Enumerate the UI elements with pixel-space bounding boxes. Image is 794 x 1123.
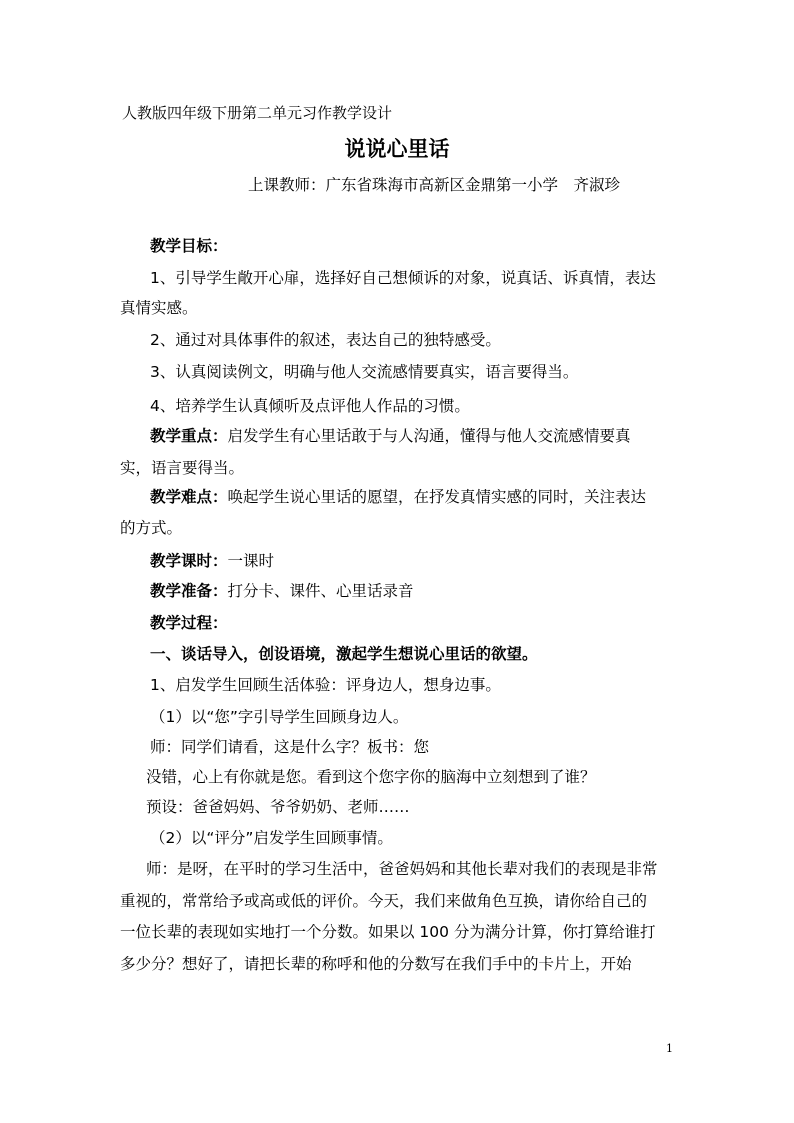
section-heading-1: 一、谈话导入，创设语境，激起学生想说心里话的欲望。 [150,645,538,663]
document-title: 说说心里话 [344,137,450,161]
goal-line: 真情实感。 [120,299,198,317]
body-line: （1）以“您”字引导学生回顾身边人。 [150,708,409,726]
key-points-continued: 实，语言要得当。 [120,459,245,477]
body-line: 师：是呀，在平时的学习生活中，爸爸妈妈和其他长辈对我们的表现是非常 [146,860,658,878]
difficulty-points [150,487,646,507]
body-line: 一位长辈的表现如实地打一个分数。如果以 100 分为满分计算，你打算给谁打 [120,923,656,941]
body-line: 预设：爸爸妈妈、爷爷奶奶、老师…… [146,798,410,816]
goal-line: 4、培养学生认真倾听及点评他人作品的习惯。 [150,397,470,415]
preparation-text: 打分卡、课件、心里话录音 [227,582,414,600]
difficulty-label: 教学难点： [150,488,228,506]
class-hours-label: 教学课时： [150,552,228,570]
goal-line: 1、引导学生敞开心扉，选择好自己想倾诉的对象，说真话、诉真情，表达 [150,269,656,287]
body-line: 没错，心上有你就是您。看到这个您字你的脑海中立刻想到了谁？ [146,768,596,786]
body-line: （2）以“评分”启发学生回顾事情。 [150,829,393,847]
goal-line: 2、通过对具体事件的叙述，表达自己的独特感受。 [150,331,501,349]
page-number: 1 [666,1042,673,1055]
body-line: 重视的，常常给予或高或低的评价。今天，我们来做角色互换，请你给自己的 [120,892,648,910]
goals-heading: 教学目标： [150,237,228,255]
body-line: 多少分？想好了，请把长辈的称呼和他的分数写在我们手中的卡片上，开始 [120,955,632,973]
preparation-label: 教学准备： [150,582,228,600]
difficulty-continued: 的方式。 [120,519,183,537]
process-heading: 教学过程： [150,614,228,632]
key-points [150,426,631,446]
document-header: 人教版四年级下册第二单元习作教学设计 [122,104,393,122]
difficulty-text: 唤起学生说心里话的愿望，在抒发真情实感的同时，关注表达 [227,488,647,506]
body-line: 1、启发学生回顾生活体验：评身边人，想身边事。 [150,676,501,694]
key-points-label: 教学重点： [150,427,228,445]
teacher-line: 上课教师：广东省珠海市高新区金鼎第一小学 齐淑珍 [248,176,621,194]
class-hours-text: 一课时 [227,552,275,570]
class-hours [150,551,274,571]
key-points-text: 启发学生有心里话敢于与人沟通，懂得与他人交流感情要真 [227,427,631,445]
preparation [150,581,414,601]
body-line: 师：同学们请看，这是什么字？板书：您 [150,738,430,756]
goal-line: 3、认真阅读例文，明确与他人交流感情要真实，语言要得当。 [150,363,579,381]
